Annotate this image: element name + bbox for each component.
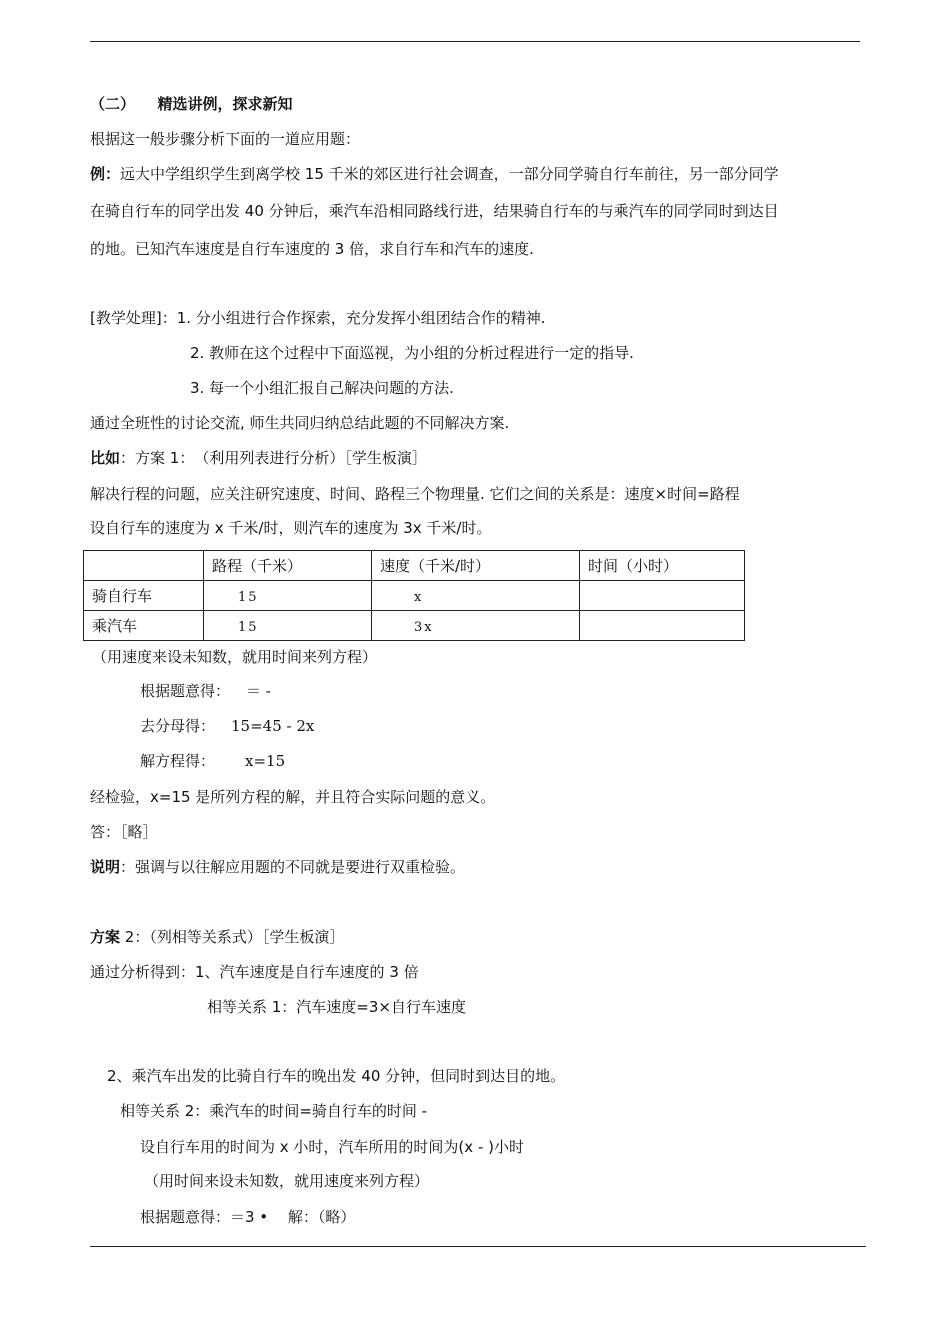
step-value: x=15	[245, 752, 286, 770]
header-rule	[90, 41, 860, 42]
plan2-relation-2: 相等关系 2：乘汽车的时间=骑自行车的时间 -	[120, 1102, 428, 1120]
table-row	[84, 611, 745, 641]
plan2-analysis: 通过分析得到：1、汽车速度是自行车速度的 3 倍	[90, 963, 419, 981]
table-header-cell: 速度（千米/时）	[372, 551, 580, 581]
plan1-answer: 答：［略］	[90, 823, 158, 841]
table-cell: 骑自行车	[84, 581, 204, 611]
plan1-step-1	[140, 681, 271, 701]
plan1-title: ：方案 1： （利用列表进行分析）［学生板演］	[120, 449, 427, 467]
table-cell	[580, 581, 745, 611]
table-cell-value: 15	[238, 619, 259, 635]
teaching-item-2: 2. 教师在这个过程中下面巡视，为小组的分析过程进行一定的指导.	[190, 344, 634, 362]
teaching-label: [教学处理]：	[90, 309, 177, 327]
plan2-relation-1: 相等关系 1：汽车速度=3×自行车速度	[207, 998, 466, 1016]
step-label: 根据题意得：	[140, 682, 231, 700]
plan1-relation-line: 解决行程的问题，应关注研究速度、时间、路程三个物理量. 它们之间的关系是：速度×时间=路程	[90, 485, 740, 503]
table-cell	[372, 611, 580, 641]
plan1-label: 比如	[90, 449, 121, 467]
teaching-line-1	[90, 308, 546, 328]
table-cell-value: 3x	[414, 619, 434, 635]
teaching-item-1: 1. 分小组进行合作探索，充分发挥小组团结合作的精神.	[176, 309, 546, 327]
data-table	[83, 550, 745, 641]
table-header-row	[84, 551, 745, 581]
plan1-assume-line: 设自行车的速度为 x 千米/时，则汽车的速度为 3x 千米/时。	[90, 519, 492, 537]
plan2-title-line	[90, 927, 344, 947]
teaching-summary: 通过全班性的讨论交流, 师生共同归纳总结此题的不同解决方案.	[90, 414, 510, 432]
table-cell	[204, 581, 372, 611]
plan2-equation: 根据题意得：＝3 • 解：（略）	[140, 1208, 356, 1226]
plan2-title: 2：（列相等关系式）［学生板演］	[120, 928, 345, 946]
explain-label: 说明	[90, 858, 121, 876]
teaching-item-3: 3. 每一个小组汇报自己解决问题的方法.	[190, 379, 454, 397]
example-label: 例：	[90, 165, 121, 183]
plan2-assume: 设自行车用的时间为 x 小时，汽车所用的时间为(x - )小时	[140, 1138, 524, 1156]
footer-rule	[90, 1246, 866, 1247]
table-row	[84, 581, 745, 611]
table-cell	[580, 611, 745, 641]
table-cell	[372, 581, 580, 611]
table-header-cell: 时间（小时）	[580, 551, 745, 581]
example-line-3: 的地。已知汽车速度是自行车速度的 3 倍，求自行车和汽车的速度.	[90, 240, 534, 258]
plan1-note: （用速度来设未知数，就用时间来列方程）	[92, 648, 378, 666]
plan2-label: 方案	[90, 928, 121, 946]
table-cell	[204, 611, 372, 641]
intro-text: 根据这一般步骤分析下面的一道应用题：	[90, 130, 361, 148]
table-cell: 乘汽车	[84, 611, 204, 641]
table-cell-value: 15	[238, 589, 259, 605]
step-value: ＝ -	[246, 682, 271, 700]
plan2-point-2: 2、乘汽车出发的比骑自行车的晚出发 40 分钟，但同时到达目的地。	[107, 1067, 566, 1085]
section-heading: （二） 精选讲例，探求新知	[90, 95, 293, 113]
plan1-step-2	[140, 716, 314, 736]
table-header-cell: 路程（千米）	[204, 551, 372, 581]
example-line-1	[90, 164, 779, 184]
plan2-note: （用时间来设未知数，就用速度来列方程）	[144, 1172, 430, 1190]
step-value: 15=45 - 2x	[231, 717, 315, 735]
step-label: 去分母得：	[140, 717, 216, 735]
example-line-2: 在骑自行车的同学出发 40 分钟后，乘汽车沿相同路线行进，结果骑自行车的与乘汽车的同学同时到达目	[90, 202, 779, 220]
example-text-1: 远大中学组织学生到离学校 15 千米的郊区进行社会调查，一部分同学骑自行车前往，另一部分同学	[120, 165, 779, 183]
table-cell-value: x	[414, 589, 424, 605]
plan1-check: 经检验，x=15 是所列方程的解，并且符合实际问题的意义。	[90, 788, 496, 806]
table-header-cell	[84, 551, 204, 581]
explain-text: ：强调与以往解应用题的不同就是要进行双重检验。	[120, 858, 466, 876]
step-label: 解方程得：	[140, 752, 216, 770]
plan1-title-line	[90, 448, 427, 468]
plan1-step-3	[140, 751, 285, 771]
plan1-explain	[90, 857, 465, 877]
